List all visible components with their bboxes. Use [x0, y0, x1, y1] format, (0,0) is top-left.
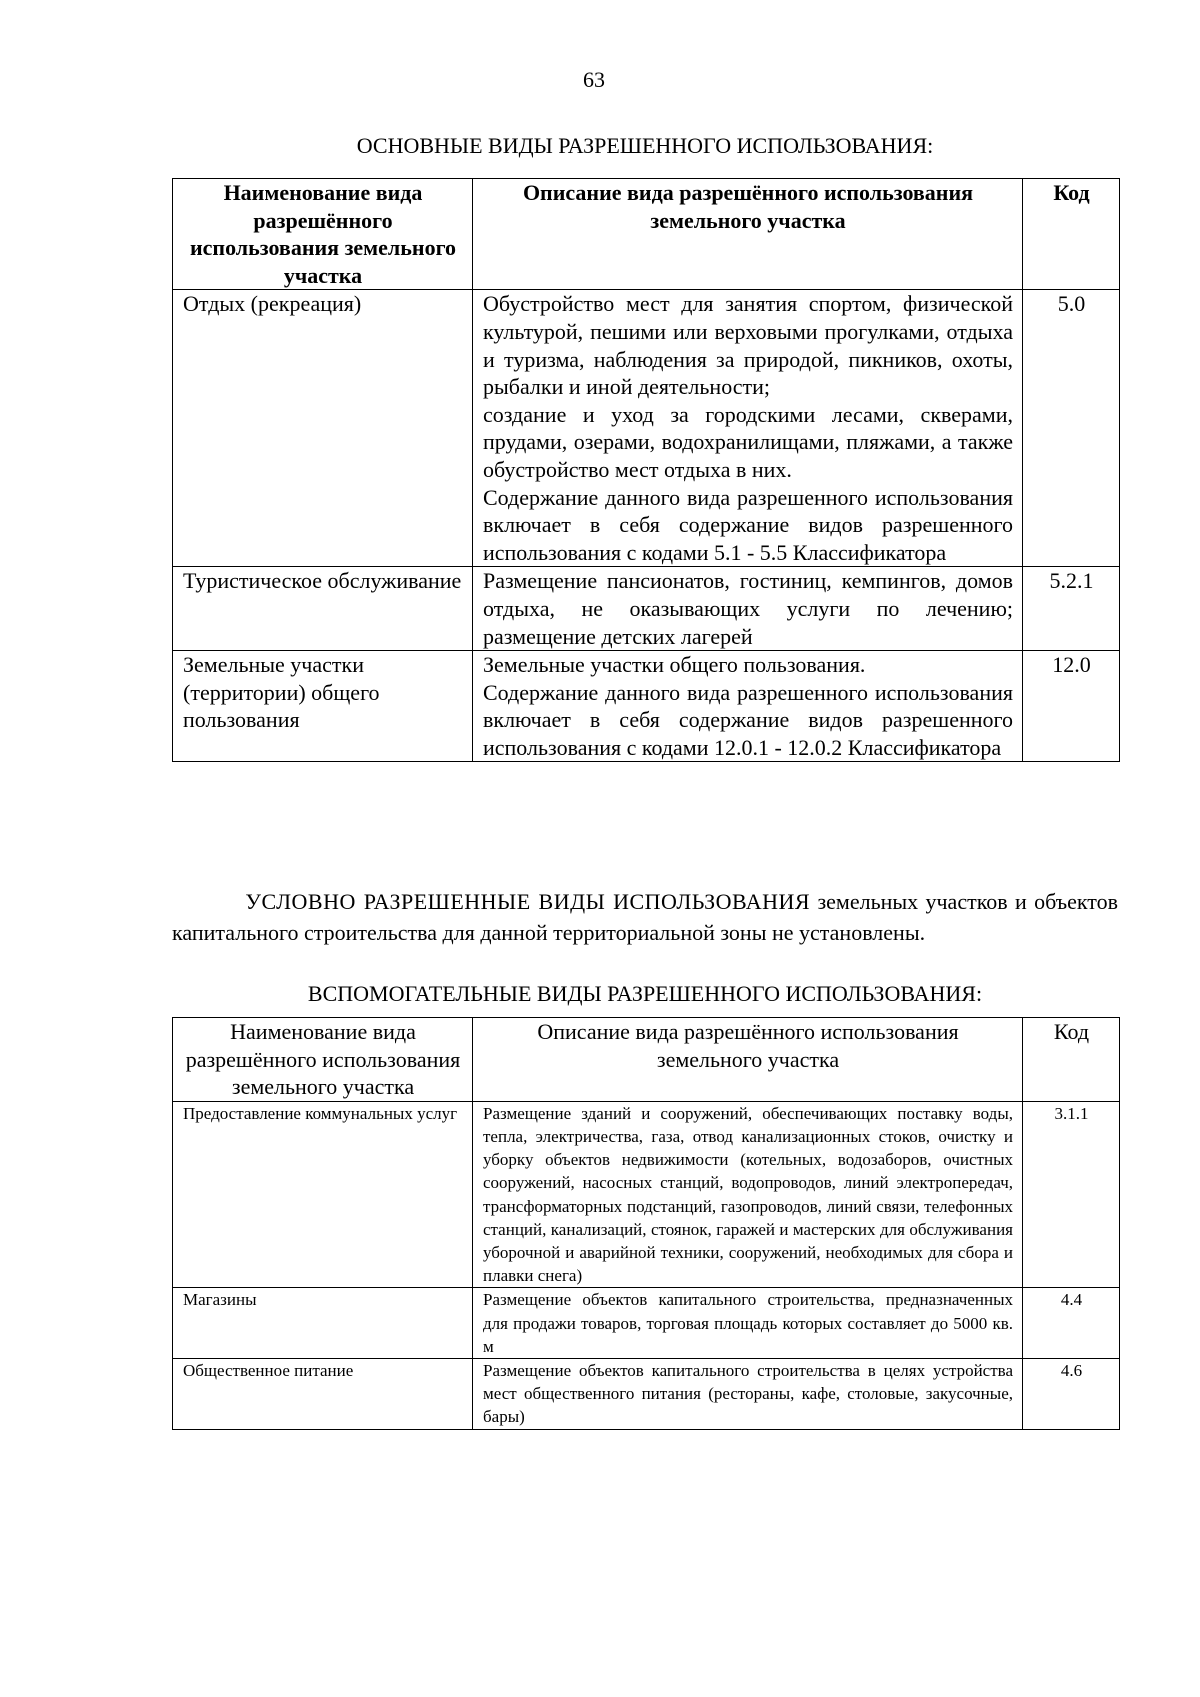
- main-table-body: [173, 290, 1120, 762]
- description-paragraph: создание и уход за городскими лесами, скверами, прудами, озерами, водохранилищами, пляжами, а также обустройство мест отдыха в них.: [483, 401, 1013, 482]
- description-paragraph: Размещение объектов капитального строительства в целях устройства мест общественного питания (рестораны, кафе, столовые, закусочные, бары): [483, 1361, 1013, 1427]
- use-code-cell: 4.6: [1023, 1359, 1120, 1430]
- description-paragraph: Размещение пансионатов, гостиниц, кемпингов, домов отдыха, не оказывающих услуги по лечению; размещение детских лагерей: [483, 568, 1013, 649]
- use-name-cell: Общественное питание: [173, 1359, 473, 1430]
- use-name-cell: Предоставление коммунальных услуг: [173, 1101, 473, 1288]
- conditional-uses-text: земельных участков и объектов капитального строительства для данной территориальной зоны не установлены.: [172, 889, 1119, 945]
- header-code: Код: [1023, 1018, 1120, 1102]
- description-paragraph: Размещение зданий и сооружений, обеспечивающих поставку воды, тепла, электричества, газа, отвод канализационных стоков, очистку и уборку объектов недвижимости (котельных, водозаборов, очистных сооружений, насосных станций, водопроводов, линий электропередач, трансформаторных подстанций, газопроводов, линий связи, телефонных станций, канализаций, стоянок, гаражей и мастерских для обслуживания уборочной и аварийной техники, сооружений, необходимых для сбора и плавки снега): [483, 1103, 1013, 1286]
- description-paragraph: Размещение объектов капитального строительства, предназначенных для продажи товаров, торговая площадь которых составляет до 5000 кв. м: [483, 1290, 1013, 1356]
- use-code-cell: 12.0: [1023, 651, 1120, 762]
- description-paragraph: Содержание данного вида разрешенного использования включает в себя содержание видов разрешенного использования с кодами 5.1 - 5.5 Классификатора: [483, 484, 1013, 565]
- table-row: [173, 651, 1120, 762]
- use-description-cell: [473, 290, 1023, 567]
- table-row: [173, 1101, 1120, 1288]
- use-description-cell: [473, 1101, 1023, 1288]
- main-section-title: ОСНОВНЫЕ ВИДЫ РАЗРЕШЕННОГО ИСПОЛЬЗОВАНИЯ:: [356, 133, 934, 158]
- use-description-cell: [473, 1288, 1023, 1359]
- table-row: [173, 1288, 1120, 1359]
- use-name-cell: Магазины: [173, 1288, 473, 1359]
- header-code: Код: [1023, 179, 1120, 290]
- table-header-row: [173, 1018, 1120, 1102]
- auxiliary-table-body: [173, 1101, 1120, 1429]
- use-name-cell: Туристическое обслуживание: [173, 567, 473, 651]
- table-row: [173, 1359, 1120, 1430]
- header-description: Описание вида разрешённого использования земельного участка: [473, 1018, 1023, 1102]
- use-description-cell: [473, 567, 1023, 651]
- auxiliary-uses-table: [172, 1017, 1120, 1430]
- use-name-cell: Земельные участки (территории) общего пользования: [173, 651, 473, 762]
- header-description: Описание вида разрешённого использования земельного участка: [473, 179, 1023, 290]
- description-paragraph: Обустройство мест для занятия спортом, физической культурой, пешими или верховыми прогулками, отдыха и туризма, наблюдения за природой, пикников, охоты, рыбалки и иной деятельности;: [483, 291, 1013, 400]
- auxiliary-section-title: ВСПОМОГАТЕЛЬНЫЕ ВИДЫ РАЗРЕШЕННОГО ИСПОЛЬЗОВАНИЯ:: [307, 981, 983, 1006]
- header-name: Наименование вида разрешённого использования земельного участка: [173, 1018, 473, 1102]
- header-name: Наименование вида разрешённого использования земельного участка: [173, 179, 473, 290]
- page-number: 63: [583, 67, 605, 92]
- use-code-cell: 3.1.1: [1023, 1101, 1120, 1288]
- table-row: [173, 290, 1120, 567]
- description-paragraph: Земельные участки общего пользования.: [483, 652, 866, 678]
- table-header-row: [173, 179, 1120, 290]
- conditional-uses-paragraph: [172, 886, 1118, 948]
- main-uses-table: [172, 178, 1120, 762]
- use-description-cell: [473, 1359, 1023, 1430]
- description-paragraph: Содержание данного вида разрешенного использования включает в себя содержание видов разрешенного использования с кодами 12.0.1 - 12.0.2 Классификатора: [483, 679, 1013, 760]
- use-description-cell: [473, 651, 1023, 762]
- use-code-cell: 5.0: [1023, 290, 1120, 567]
- use-name-cell: Отдых (рекреация): [173, 290, 473, 567]
- conditional-uses-heading: УСЛОВНО РАЗРЕШЕННЫЕ ВИДЫ ИСПОЛЬЗОВАНИЯ: [245, 889, 811, 914]
- use-code-cell: 4.4: [1023, 1288, 1120, 1359]
- use-code-cell: 5.2.1: [1023, 567, 1120, 651]
- table-row: [173, 567, 1120, 651]
